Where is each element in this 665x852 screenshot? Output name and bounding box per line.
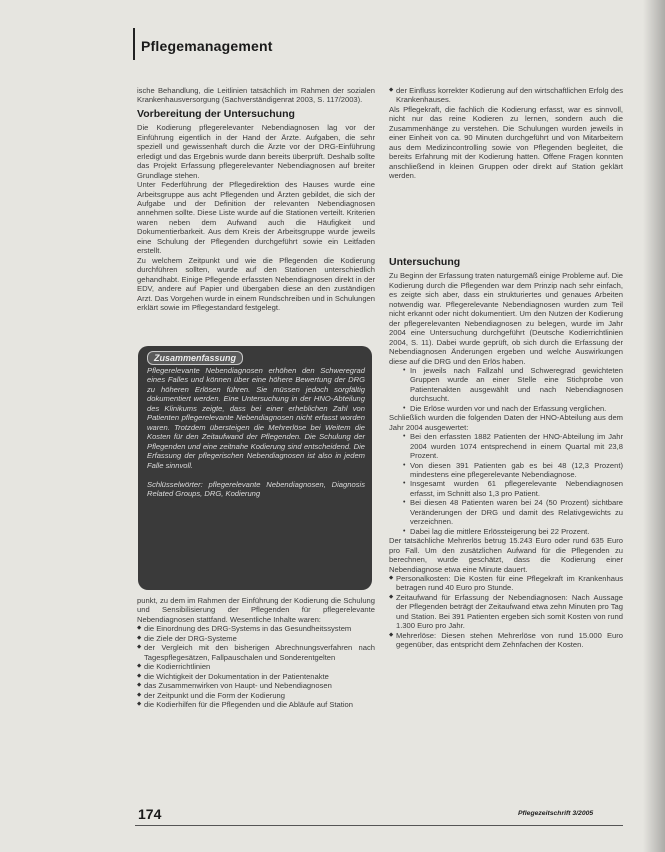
results-list (389, 432, 623, 536)
page-number: 174 (138, 806, 162, 822)
list-item: • Von diesen 391 Patienten gab es bei 48 (12,3 Prozent) mindestens eine pflegerelevante Nebendiagnose. (403, 461, 623, 480)
summary-text: Pflegerelevante Nebendiagnosen erhöhen den Schweregrad eines Falles und können über eine höhere Bewertung der DRG zu höheren Erlösen führen. Sie müssen jedoch sorgfältig dokumentiert werden. Eine Untersuchung in der HNO-Abteilung des Klinikums zeigte, dass bei einer erheblichen Zahl von Patienten pflegerelevante Nebendiagnosen nicht erfasst worden waren. Trotzdem übersteigen die Mehrerlöse bei Weitem die Kosten für den Zeitaufwand der Pflegenden. Die Schulung der Pflegenden und eine zeitnahe Kodierung sind entscheidend. Die Erfassung der pflegerischen Nebendiagnosen ist also in jedem Falle sinnvoll. (147, 366, 365, 470)
list-item: ◆ die Kodierhilfen für die Pflegenden und die Abläufe auf Station (137, 700, 375, 709)
cost-list (389, 574, 623, 650)
list-item: • Insgesamt wurden 61 pflegerelevante Nebendiagnosen erfasst, im Schnitt also 1,3 pro Patient. (403, 479, 623, 498)
summary-box (138, 346, 372, 590)
column-left-top (137, 86, 375, 312)
column-right-top (389, 86, 623, 181)
paragraph: Zu Beginn der Erfassung traten naturgemäß einige Probleme auf. Die Kodierung durch die Pflegenden war dem Prinzip nach sehr einfach, es zeigte sich aber, dass ein strukturiertes und genaues Arbeiten notwendig war. Pflegerelevante Nebendiagnosen wurden zum Teil nicht erkannt oder nicht dokumentiert. Um den Nutzen der Kodierung der pflegerelevanten Nebendiagnosen zu belegen, wurde im Jahr 2004 eine Untersuchung durchgeführt (Deutsche Kodierrichtlinien 2004, S. 11). Dabei wurde geprüft, ob sich durch die Erfassung der Nebendiagnosen Änderungen ergeben und welche Auswirkungen diese auf die DRG und den Erlös haben. (389, 271, 623, 366)
list-item: ◆ der Vergleich mit den bisherigen Abrechnungsverfahren nach Tagespflegesätzen, Fallpauschalen und Sonderentgelten (137, 643, 375, 662)
list-item: • Die Erlöse wurden vor und nach der Erfassung verglichen. (403, 404, 623, 413)
column-left-bottom (137, 596, 375, 709)
list-item: • Dabei lag die mittlere Erlössteigerung bei 22 Prozent. (403, 527, 623, 536)
list-item: ◆ die Kodierrichtlinien (137, 662, 375, 671)
column-right-bottom (389, 253, 623, 650)
method-list (389, 366, 623, 413)
paragraph: Zu welchem Zeitpunkt und wie die Pflegenden die Kodierung durchführen sollten, wurde auf den Stationen unterschiedlich gehandhabt. Einige Pflegende erfassten Nebendiagnosen direkt in der EDV, andere auf Papier und übergaben diese an den zuständigen Arzt. Das Vorgehen wurde in einem Rundschreiben und in Schulungen erklärt sowie im Pflegestandard festgelegt. (137, 255, 375, 312)
list-item: ◆ die Ziele der DRG-Systeme (137, 634, 375, 643)
intro-paragraph: ische Behandlung, die Leitlinien tatsächlich im Rahmen der sozialen Krankenhausversorgung (Sachverständigenrat 2003, S. 117/2003). (137, 86, 375, 105)
list-item: • Bei diesen 48 Patienten waren bei 24 (50 Prozent) sichtbare Veränderungen der DRG und damit des Relativgewichts zu verzeichnen. (403, 498, 623, 526)
heading-vorbereitung: Vorbereitung der Untersuchung (137, 107, 295, 120)
header-rule (133, 28, 135, 60)
paragraph: punkt, zu dem im Rahmen der Einführung der Kodierung die Schulung und Sensibilisierung der Pflegenden für pflegerelevante Nebendiagnosen stattfand. Wesentliche Inhalte waren: (137, 596, 375, 624)
list-item: ◆ der Einfluss korrekter Kodierung auf den wirtschaftlichen Erfolg des Krankenhauses. (389, 86, 623, 105)
list-item: ◆ das Zusammenwirken von Haupt- und Nebendiagnosen (137, 681, 375, 690)
paragraph: Der tatsächliche Mehrerlös betrug 15.243 Euro oder rund 635 Euro pro Fall. Um den zusätzlichen Aufwand für die Pflegenden zu berechnen, wurde geschätzt, dass die Kodierung einer Nebendiagnose etwa eine Minute dauert. (389, 536, 623, 574)
section-header: Pflegemanagement (141, 38, 273, 54)
list-item: ◆ Personalkosten: Die Kosten für eine Pflegekraft im Krankenhaus betragen rund 40 Euro pro Stunde. (389, 574, 623, 593)
list-item: • In jeweils nach Fallzahl und Schweregrad gewichteten Gruppen wurde an einer Stelle eine Stichprobe von Patientenakten ausgewählt und nach Nebendiagnosen durchsucht. (403, 366, 623, 404)
list-item: ◆ die Wichtigkeit der Dokumentation in der Patientenakte (137, 672, 375, 681)
list-item: ◆ Zeitaufwand für Erfassung der Nebendiagnosen: Nach Aussage der Pflegenden beträgt der Zeitaufwand etwa zehn Minuten pro Tag und Station. Bei 391 Patienten ergeben sich somit Kosten von rund 1.300 Euro pro Jahr. (389, 593, 623, 631)
list-item: ◆ die Einordnung des DRG-Systems in das Gesundheitssystem (137, 624, 375, 633)
topics-list (137, 624, 375, 709)
journal-reference: Pflegezeitschrift 3/2005 (518, 810, 594, 817)
list-item: • Bei den erfassten 1882 Patienten der HNO-Abteilung im Jahr 2004 wurden 1074 entsprechend in einem Quartal mit 23,8 Prozent. (403, 432, 623, 460)
paragraph: Als Pflegekraft, die fachlich die Kodierung erfasst, war es sinnvoll, nicht nur das reine Kodieren zu lernen, sondern auch die Zusammenhänge zu verstehen. Die Schulungen wurden jeweils in einer Einheit von ca. 90 Minuten durchgeführt und von Mitarbeitern aus dem Medizincontrolling sowie von Pflegenden begleitet, die bereits Erfahrung mit der Kodierung hatten. Offene Fragen konnten anschließend in kleinen Gruppen oder direkt auf Station geklärt werden. (389, 104, 623, 181)
paragraph: Unter Federführung der Pflegedirektion des Hauses wurde eine Arbeitsgruppe aus acht Pflegenden und Ärzten gebildet, die sich der Aufgabe und der Definition der relevanten Nebendiagnosen annehmen sollte. Diese Liste wurde auf die Stationen verteilt. Kriterien waren neben dem Aufwand auch die Häufigkeit und Dokumentierbarkeit. Aus dem Kreis der Arbeitsgruppe wurde jeweils eine Schulung der Pflegenden durchgeführt sowie ein Leitfaden erstellt. (137, 180, 375, 256)
paragraph: Die Kodierung pflegerelevanter Nebendiagnosen lag vor der Einführung eigentlich in der Hand der Ärzte. Aufgaben, die sehr speziell und gewissenhaft durch die Ärzte vor der DRG-Einführung erledigt und das Ergebnis wurde dann bereits überprüft. Deshalb sollte das Projekt Erfassung pflegerelevanter Nebendiagnosen auf breiter Grundlage stehen. (137, 123, 375, 180)
footer-rule (135, 825, 623, 826)
summary-title: Zusammenfassung (147, 351, 243, 365)
summary-keywords: Schlüsselwörter: pflegerelevante Nebendiagnosen, Diagnosis Related Groups, DRG, Kodierung (147, 479, 365, 499)
paragraph: Schließlich wurden die folgenden Daten der HNO-Abteilung aus dem Jahr 2004 ausgewertet: (389, 413, 623, 432)
list-item: ◆ Mehrerlöse: Diesen stehen Mehrerlöse von rund 15.000 Euro gegenüber, das entspricht dem Zehnfachen der Kosten. (389, 631, 623, 650)
topics-list-continued (389, 86, 623, 105)
list-item: ◆ der Zeitpunkt und die Form der Kodierung (137, 691, 375, 700)
page-edge-shadow (643, 0, 665, 852)
heading-untersuchung: Untersuchung (389, 256, 461, 268)
